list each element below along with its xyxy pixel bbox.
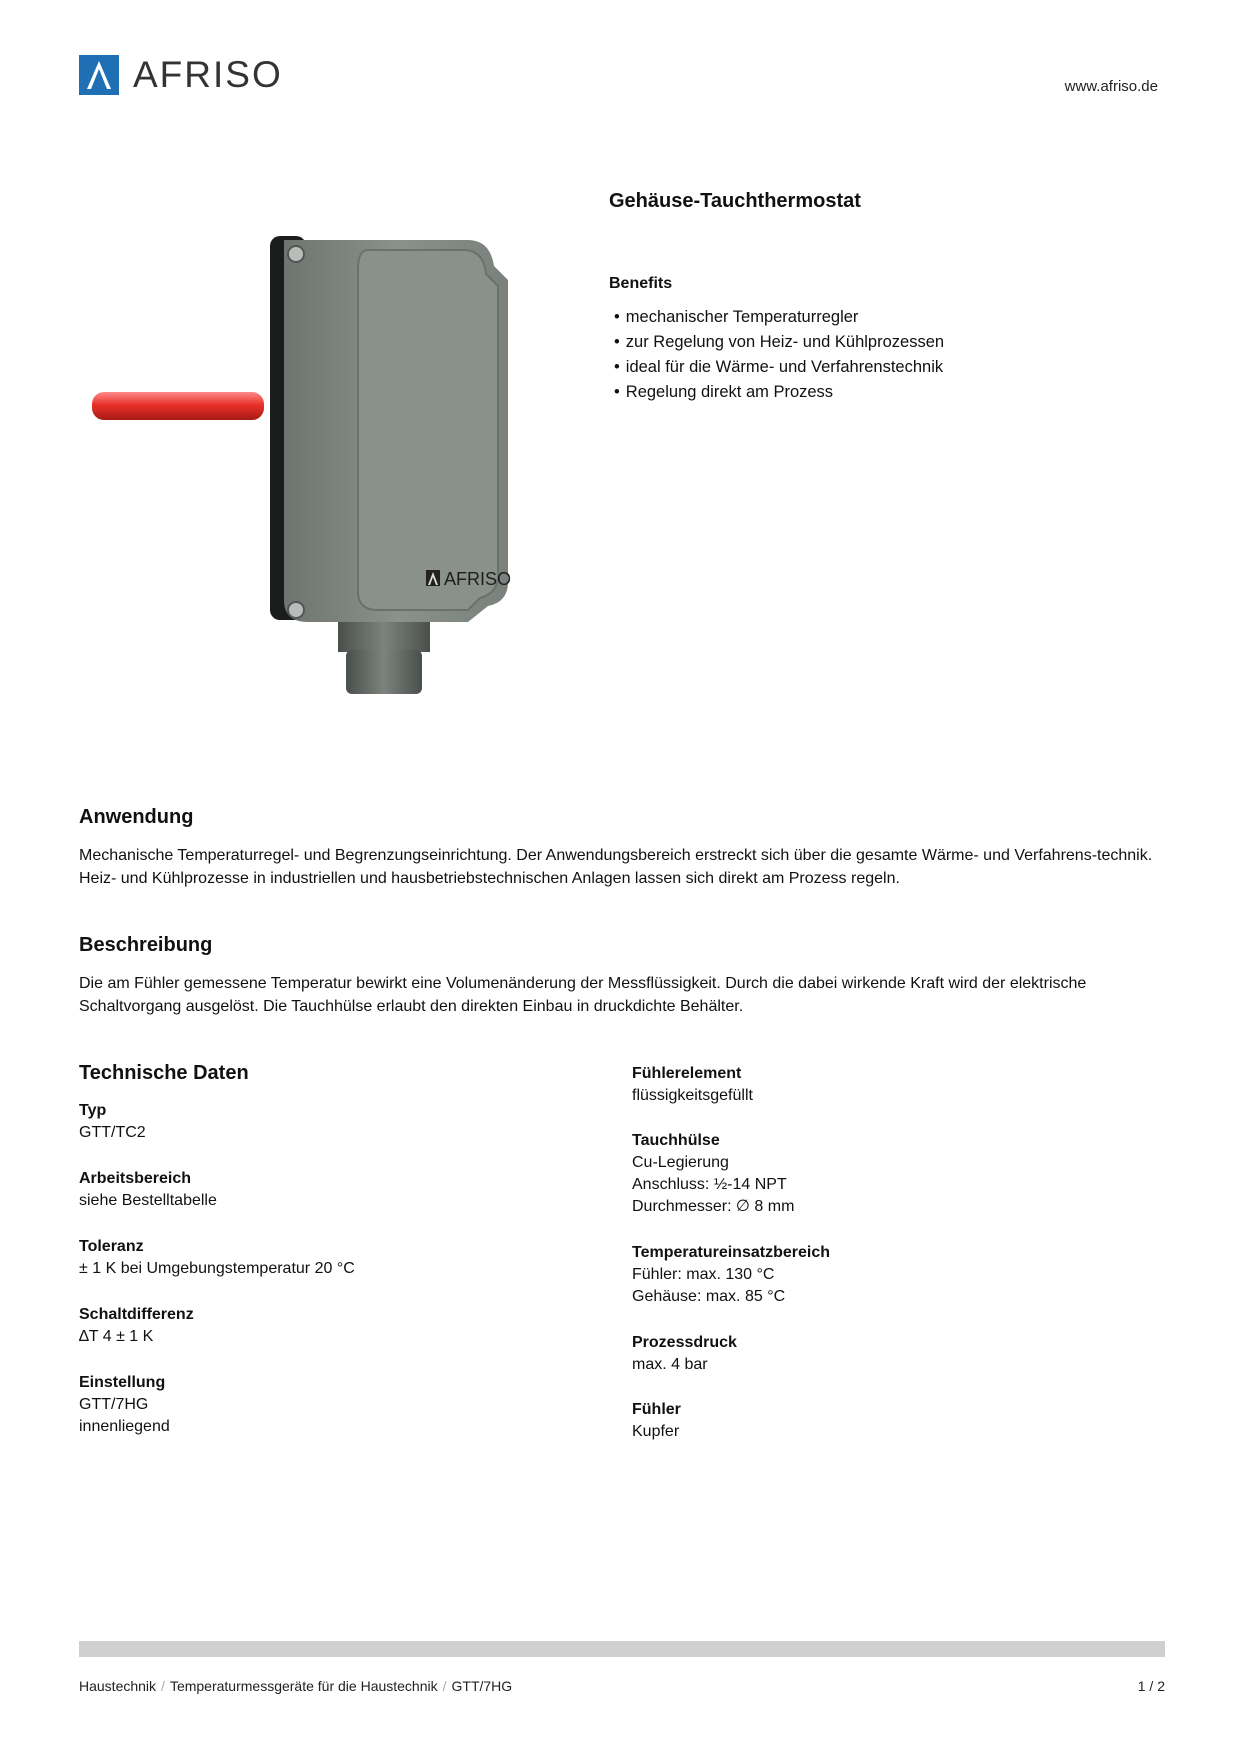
anwendung-text: Mechanische Temperaturregel- und Begrenzungseinrichtung. Der Anwendungsbereich erstreckt sich über die gesamte Wärme- und Verfahrens-technik. Heiz- und Kühlprozesse in industriellen und hausbetriebstechnischen Anlagen lassen sich direkt am Prozess regeln. bbox=[79, 847, 1153, 887]
section-heading-beschreibung: Beschreibung bbox=[79, 934, 213, 956]
spec-value: ± 1 K bei Umgebungstemperatur 20 °C bbox=[79, 1260, 355, 1277]
spec-value: Cu-Legierung bbox=[632, 1154, 729, 1171]
spec-value: Durchmesser: ∅ 8 mm bbox=[632, 1198, 795, 1215]
benefit-item: • ideal für die Wärme- und Verfahrenstechnik bbox=[614, 355, 944, 380]
spec-label: Temperatureinsatzbereich bbox=[632, 1244, 830, 1261]
spec-prozessdruck bbox=[632, 1332, 1152, 1399]
spec-label: Tauchhülse bbox=[632, 1132, 720, 1149]
spec-einstellung bbox=[79, 1372, 599, 1438]
spec-value: GTT/7HG bbox=[79, 1396, 149, 1413]
spec-label: Typ bbox=[79, 1102, 107, 1119]
spec-value: siehe Bestelltabelle bbox=[79, 1192, 217, 1209]
spec-label: Fühler bbox=[632, 1401, 681, 1418]
spec-value: GTT/TC2 bbox=[79, 1124, 146, 1141]
product-photo bbox=[88, 230, 558, 720]
afriso-logo-icon bbox=[79, 55, 119, 95]
spec-value: Gehäuse: max. 85 °C bbox=[632, 1288, 786, 1305]
product-photo-brand: AFRISO bbox=[444, 569, 512, 589]
benefits-heading: Benefits bbox=[609, 275, 673, 292]
breadcrumb-separator: / bbox=[442, 1678, 447, 1694]
spec-fuehler bbox=[632, 1399, 1152, 1443]
tech-specs-right bbox=[632, 1063, 1152, 1443]
spec-value: Anschluss: ½-14 NPT bbox=[632, 1176, 787, 1193]
benefit-item: • mechanischer Temperaturregler bbox=[614, 305, 944, 330]
spec-label: Toleranz bbox=[79, 1238, 144, 1255]
spec-arbeitsbereich bbox=[79, 1168, 599, 1236]
breadcrumb-item[interactable]: GTT/7HG bbox=[451, 1678, 513, 1694]
spec-value: flüssigkeitsgefüllt bbox=[632, 1087, 753, 1104]
page-number: 1 / 2 bbox=[1137, 1678, 1165, 1694]
spec-value: Fühler: max. 130 °C bbox=[632, 1266, 775, 1283]
spec-tauchhuelse bbox=[632, 1130, 1152, 1242]
spec-schaltdifferenz bbox=[79, 1304, 599, 1372]
brand-logo bbox=[79, 55, 283, 95]
spec-value: innenliegend bbox=[79, 1418, 170, 1435]
footer-divider-bar bbox=[79, 1641, 1165, 1657]
spec-label: Prozessdruck bbox=[632, 1334, 737, 1351]
breadcrumb bbox=[79, 1678, 512, 1694]
spec-label: Schaltdifferenz bbox=[79, 1306, 194, 1323]
spec-value: ∆T 4 ± 1 K bbox=[79, 1328, 154, 1345]
spec-fuehlerelement bbox=[632, 1063, 1152, 1130]
spec-value: Kupfer bbox=[632, 1423, 680, 1440]
spec-temperatureinsatzbereich bbox=[632, 1242, 1152, 1332]
spec-label: Arbeitsbereich bbox=[79, 1170, 192, 1187]
spec-typ bbox=[79, 1100, 599, 1168]
beschreibung-text: Die am Fühler gemessene Temperatur bewirkt eine Volumenänderung der Messflüssigkeit. Durch die dabei wirkende Kraft wird der elektrische Schaltvorgang ausgelöst. Die Tauchhülse erlaubt den direkten Einbau in druckdichte Behälter. bbox=[79, 975, 1087, 1015]
tech-specs-left bbox=[79, 1100, 599, 1438]
brand-name: AFRISO bbox=[133, 54, 283, 95]
spec-toleranz bbox=[79, 1236, 599, 1304]
section-heading-anwendung: Anwendung bbox=[79, 806, 194, 828]
benefit-item: • zur Regelung von Heiz- und Kühlprozessen bbox=[614, 330, 944, 355]
spec-value: max. 4 bar bbox=[632, 1356, 708, 1373]
breadcrumb-item[interactable]: Haustechnik bbox=[79, 1678, 157, 1694]
section-heading-technische-daten: Technische Daten bbox=[79, 1062, 249, 1084]
benefits-list bbox=[614, 305, 944, 405]
website-link[interactable]: www.afriso.de bbox=[1064, 78, 1158, 95]
spec-label: Fühlerelement bbox=[632, 1065, 742, 1082]
benefit-item: • Regelung direkt am Prozess bbox=[614, 380, 944, 405]
spec-label: Einstellung bbox=[79, 1374, 166, 1391]
breadcrumb-item[interactable]: Temperaturmessgeräte für die Haustechnik bbox=[169, 1678, 438, 1694]
product-title: Gehäuse-Tauchthermostat bbox=[609, 190, 861, 212]
breadcrumb-separator: / bbox=[161, 1678, 165, 1694]
